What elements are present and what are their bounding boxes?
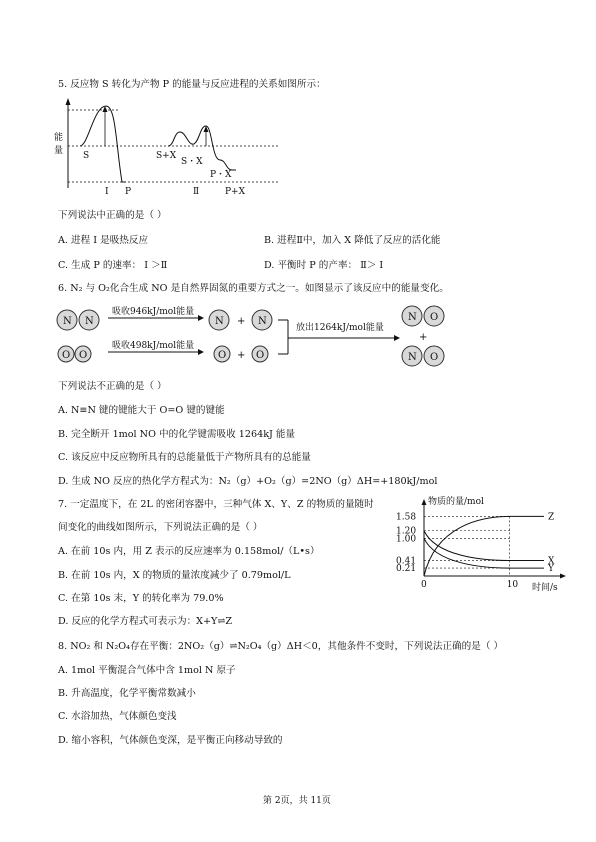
chart-series-line-y <box>424 538 544 568</box>
q5-label-p-dot-x: P・X <box>210 170 232 180</box>
q7-amount-time-chart <box>394 494 570 598</box>
q6-o-atom-b: O <box>256 350 265 361</box>
q6-o2-atom-1: O <box>62 350 71 361</box>
q6-stem: 6. N₂ 与 O₂化合生成 NO 是自然界固氮的重要方式之一。如图显示了该反应中的能量变化。 <box>58 283 449 294</box>
q5-label-sx: S+X <box>156 151 177 161</box>
chart-x-axis-arrow <box>560 574 566 579</box>
chart-series-label-z: Z <box>548 512 555 523</box>
q6-o2-atom-2: O <box>79 350 88 361</box>
q5-option-b: B. 进程Ⅱ中，加入 X 降低了反应的活化能 <box>264 235 441 246</box>
q7-option-d: D. 反应的化学方程式可表示为：X+Y⇌Z <box>58 616 233 627</box>
chart-x-tick-label: 0 <box>421 580 427 590</box>
q6-n-atom-a: N <box>215 316 224 327</box>
q7-option-b: B. 在前 10s 内，X 的物质的量浓度减少了 0.79mol/L <box>58 570 291 581</box>
q5-label-px: P+X <box>225 187 246 196</box>
chart-y-axis-arrow <box>422 499 427 505</box>
q5-prompt: 下列说法中正确的是（ ） <box>58 210 167 221</box>
q5-label-s: S <box>83 151 90 161</box>
q6-option-b: B. 完全断开 1mol NO 中的化学键需吸收 1264kJ 能量 <box>58 429 296 440</box>
chart-xlabel: 时间/s <box>532 583 558 593</box>
q8-option-d: D. 缩小容积，气体颜色变深，是平衡正向移动导致的 <box>58 735 283 746</box>
q5-label-p: P <box>125 187 132 196</box>
q6-n2-atom-2: N <box>85 316 94 327</box>
q5-option-d: D. 平衡时 P 的产率： Ⅱ＞ I <box>264 260 384 271</box>
q5-energy-diagram <box>50 96 290 196</box>
chart-series-label-y: Y <box>548 564 554 575</box>
q5-ylabel-1: 能 <box>54 133 64 143</box>
q6-option-c: C. 该反应中反应物所具有的总能量低于产物所具有的总能量 <box>58 452 311 463</box>
q6-o-atom-a: O <box>218 350 227 361</box>
q6-prompt: 下列说法不正确的是（ ） <box>58 381 167 392</box>
q6-bond-energy-diagram <box>50 298 470 372</box>
chart-y-tick-label: 1.00 <box>396 534 417 545</box>
q5-label-s-dot-x: S・X <box>181 157 203 167</box>
q7-stem-line2: 间变化的曲线如图所示，下列说法正确的是（ ） <box>58 522 263 533</box>
q5-stem: 5. 反应物 S 转化为产物 P 的能量与反应进程的关系如图所示： <box>58 79 326 90</box>
q5-option-c: C. 生成 P 的速率： I ＞Ⅱ <box>58 260 168 271</box>
chart-y-tick-label: 0.21 <box>396 564 417 575</box>
chart-y-tick-label: 0.41 <box>396 556 417 567</box>
chart-ylabel: 物质的量/mol <box>428 497 484 507</box>
q6-n2-atom-1: N <box>63 316 72 327</box>
q5-label-ii: Ⅱ <box>193 187 200 196</box>
q6-plus-1: + <box>237 316 246 327</box>
q6-option-d: D. 生成 NO 反应的热化学方程式为：N₂（g）+O₂（g）=2NO（g）ΔH=+180kJ/mol <box>58 476 438 487</box>
q6-absorb-o2: 吸收498kJ/mol能量 <box>112 341 195 351</box>
q6-no2-o: O <box>430 352 439 363</box>
q6-plus-2: + <box>237 350 246 361</box>
q6-release: 放出1264kJ/mol能量 <box>296 323 384 333</box>
q6-option-a: A. N≡N 键的键能大于 O=O 键的键能 <box>58 405 225 416</box>
q6-absorb-n2: 吸收946kJ/mol能量 <box>112 307 195 317</box>
q6-no1-n: N <box>408 312 417 323</box>
q5-option-a: A. 进程 I 是吸热反应 <box>58 235 149 246</box>
q8-option-a: A. 1mol 平衡混合气体中含 1mol N 原子 <box>58 665 236 676</box>
q6-plus-3: + <box>419 332 428 343</box>
q7-stem-line1: 7. 一定温度下，在 2L 的密闭容器中，三种气体 X、Y、Z 的物质的量随时 <box>58 499 374 510</box>
chart-series-label-x: X <box>548 556 555 567</box>
q7-option-a: A. 在前 10s 内，用 Z 表示的反应速率为 0.158mol/（L•s） <box>58 546 320 557</box>
q6-n-atom-b: N <box>258 316 267 327</box>
chart-x-tick-label: 10 <box>506 580 519 590</box>
q8-option-b: B. 升高温度，化学平衡常数减小 <box>58 688 196 699</box>
q6-no2-n: N <box>408 352 417 363</box>
q8-stem: 8. NO₂ 和 N₂O₄存在平衡：2NO₂（g）⇌N₂O₄（g）ΔH＜0，其他条件不变时，下列说法正确的是（ ） <box>58 641 504 652</box>
chart-y-tick-label: 1.20 <box>396 526 417 537</box>
q6-no1-o: O <box>430 312 439 323</box>
q7-option-c: C. 在第 10s 末，Y 的转化率为 79.0% <box>58 593 224 604</box>
chart-y-tick-label: 1.58 <box>396 512 417 523</box>
page-footer: 第 2页，共 11页 <box>263 796 331 806</box>
q8-option-c: C. 水浴加热，气体颜色变浅 <box>58 711 177 722</box>
q5-label-i: I <box>105 187 109 196</box>
q5-ylabel-2: 量 <box>54 146 64 156</box>
